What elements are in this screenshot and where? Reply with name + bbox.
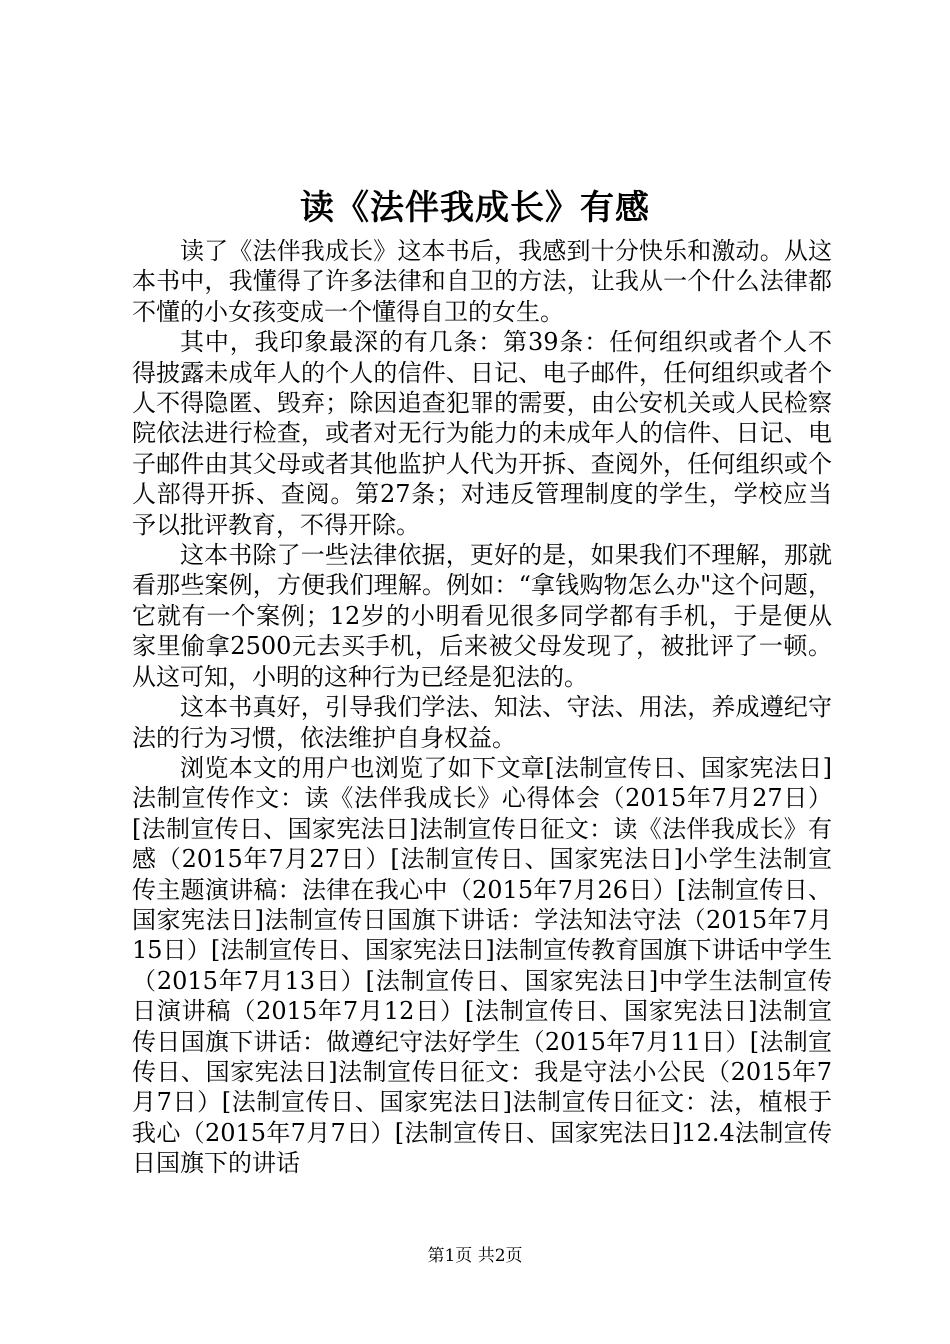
document-title: 读《法伴我成长》有感 bbox=[300, 188, 650, 228]
page-number-footer: 第1页 共2页 bbox=[427, 1246, 523, 1266]
document-body bbox=[132, 236, 832, 1179]
paragraph-4: 这本书真好，引导我们学法、知法、守法、用法，养成遵纪守法的行为习惯，依法维护自身权益。 bbox=[132, 693, 832, 752]
paragraph-3: 这本书除了一些法律依据，更好的是，如果我们不理解，那就看那些案例，方便我们理解。例如：“拿钱购物怎么办"这个问题，它就有一个案例；12岁的小明看见很多同学都有手机，于是便从家里偷拿2500元去买手机，后来被父母发现了，被批评了一顿。从这可知，小明的这种行为已经是犯法的。 bbox=[132, 541, 832, 691]
paragraph-2: 其中，我印象最深的有几条：第39条：任何组织或者个人不得披露未成年人的个人的信件、日记、电子邮件，任何组织或者个人不得隐匿、毁弃；除因追查犯罪的需要，由公安机关或人民检察院依法进行检查，或者对无行为能力的未成年人的信件、日记、电子邮件由其父母或者其他监护人代为开拆、查阅外，任何组织或个人部得开拆、查阅。第27条；对违反管理制度的学生，学校应当予以批评教育，不得开除。 bbox=[132, 328, 832, 539]
related-articles-paragraph: 浏览本文的用户也浏览了如下文章[法制宣传日、国家宪法日]法制宣传作文：读《法伴我成长》心得体会（2015年7月27日）[法制宣传日、国家宪法日]法制宣传日征文：读《法伴我成长》有感（2015年7月27日）[法制宣传日、国家宪法日]小学生法制宣传主题演讲稿：法律在我心中（2015年7月26日）[法制宣传日、国家宪法日]法制宣传日国旗下讲话：学法知法守法（2015年7月15日）[法制宣传日、国家宪法日]法制宣传教育国旗下讲话中学生（2015年7月13日）[法制宣传日、国家宪法日]中学生法制宣传日演讲稿（2015年7月12日）[法制宣传日、国家宪法日]法制宣传日国旗下讲话：做遵纪守法好学生（2015年7月11日）[法制宣传日、国家宪法日]法制宣传日征文：我是守法小公民（2015年7月7日）[法制宣传日、国家宪法日]法制宣传日征文：法，植根于我心（2015年7月7日）[法制宣传日、国家宪法日]12.4法制宣传日国旗下的讲话 bbox=[132, 753, 832, 1178]
paragraph-1: 读了《法伴我成长》这本书后，我感到十分快乐和激动。从这本书中，我懂得了许多法律和自卫的方法，让我从一个什么法律都不懂的小女孩变成一个懂得自卫的女生。 bbox=[132, 237, 832, 326]
